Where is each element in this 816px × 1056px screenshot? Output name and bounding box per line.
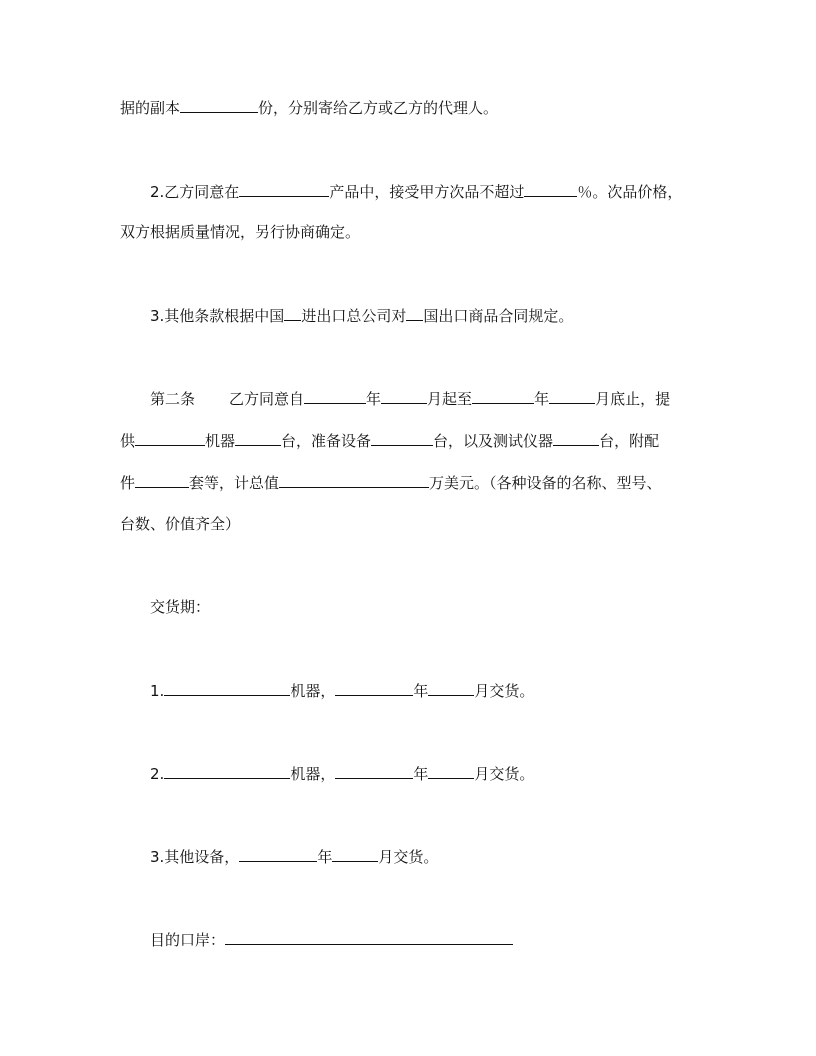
text-segment: 目的口岸： (150, 931, 226, 949)
fill-blank-end-year (472, 388, 534, 404)
text-segment: 份，分别寄给乙方或乙方的代理人。 (258, 99, 499, 117)
text-line-12 (150, 846, 438, 866)
text-segment: 套等，计总值 (189, 474, 280, 492)
fill-blank-start-year (304, 388, 366, 404)
text-segment: 台数、价值齐全） (120, 515, 241, 533)
text-segment: 年 (534, 390, 550, 408)
fill-blank-percent (524, 181, 577, 197)
text-segment: 年 (317, 848, 333, 866)
text-segment: 乙方同意自 (229, 390, 305, 408)
fill-blank-country (406, 305, 423, 321)
text-line-3 (120, 222, 360, 242)
text-segment: 年 (366, 390, 382, 408)
fill-blank-item1-year (335, 680, 413, 696)
text-segment: 供 (120, 432, 136, 450)
text-segment: 进出口总公司对 (301, 307, 407, 325)
fill-blank-parts-qty (135, 472, 189, 488)
text-segment: 月底止，提 (595, 390, 671, 408)
text-segment: 月交货。 (378, 848, 439, 866)
text-segment: 月交货。 (474, 682, 535, 700)
text-segment: 产品中，接受甲方次品不超过 (329, 183, 525, 201)
text-line-11 (150, 763, 534, 783)
text-line-4 (150, 305, 573, 325)
text-segment: 台，以及测试仪器 (433, 432, 554, 450)
fill-blank-item1-month (428, 680, 474, 696)
text-line-10 (150, 680, 534, 700)
fill-blank-machine-qty (235, 430, 281, 446)
text-segment: 1. (150, 682, 165, 700)
text-line-8 (120, 514, 240, 534)
text-segment: ％。次品价格， (577, 183, 683, 201)
fill-blank-instrument-qty (553, 430, 599, 446)
text-segment: 机器 (205, 432, 236, 450)
fill-blank-company (284, 305, 301, 321)
section-label: 交货期： (150, 598, 211, 616)
fill-blank-equipment-qty (371, 430, 433, 446)
text-segment: 2.乙方同意在 (150, 183, 240, 201)
text-segment: 双方根据质量情况，另行协商确定。 (120, 223, 361, 241)
fill-blank-item2-year (335, 763, 413, 779)
text-line-9 (150, 597, 210, 617)
text-segment: 3.其他设备， (150, 848, 240, 866)
fill-blank-start-month (381, 388, 427, 404)
fill-blank-end-month (549, 388, 595, 404)
text-segment: 据的副本 (120, 99, 181, 117)
fill-blank-machine-type (135, 430, 205, 446)
fill-blank-item1-machine (164, 680, 290, 696)
text-segment: 机器， (290, 765, 336, 783)
text-line-7 (120, 472, 662, 492)
text-segment: 件 (120, 474, 136, 492)
text-segment: 2. (150, 765, 165, 783)
text-segment: 月起至 (427, 390, 473, 408)
fill-blank-item3-month (332, 846, 378, 862)
fill-blank-product (239, 181, 329, 197)
text-line-1 (120, 97, 498, 117)
text-segment: 台，准备设备 (281, 432, 372, 450)
fill-blank-item2-machine (164, 763, 290, 779)
text-segment: 3.其他条款根据中国 (150, 307, 285, 325)
article-heading: 第二条 (150, 390, 196, 408)
text-line-2 (150, 181, 682, 201)
fill-blank-item2-month (428, 763, 474, 779)
text-segment: 机器， (290, 682, 336, 700)
text-segment: 国出口商品合同规定。 (423, 307, 574, 325)
text-line-13 (150, 929, 513, 949)
fill-blank-item3-year (239, 846, 317, 862)
text-segment: 月交货。 (474, 765, 535, 783)
text-segment: 年 (413, 765, 429, 783)
fill-blank-total-value (279, 472, 429, 488)
text-segment: 台，附配 (599, 432, 660, 450)
text-segment: 年 (413, 682, 429, 700)
text-segment: 万美元。（各种设备的名称、型号、 (429, 474, 662, 492)
text-line-6 (120, 430, 659, 450)
text-line-5 (150, 388, 670, 408)
fill-blank-copies (180, 97, 258, 113)
fill-blank-destination-port (225, 929, 513, 945)
